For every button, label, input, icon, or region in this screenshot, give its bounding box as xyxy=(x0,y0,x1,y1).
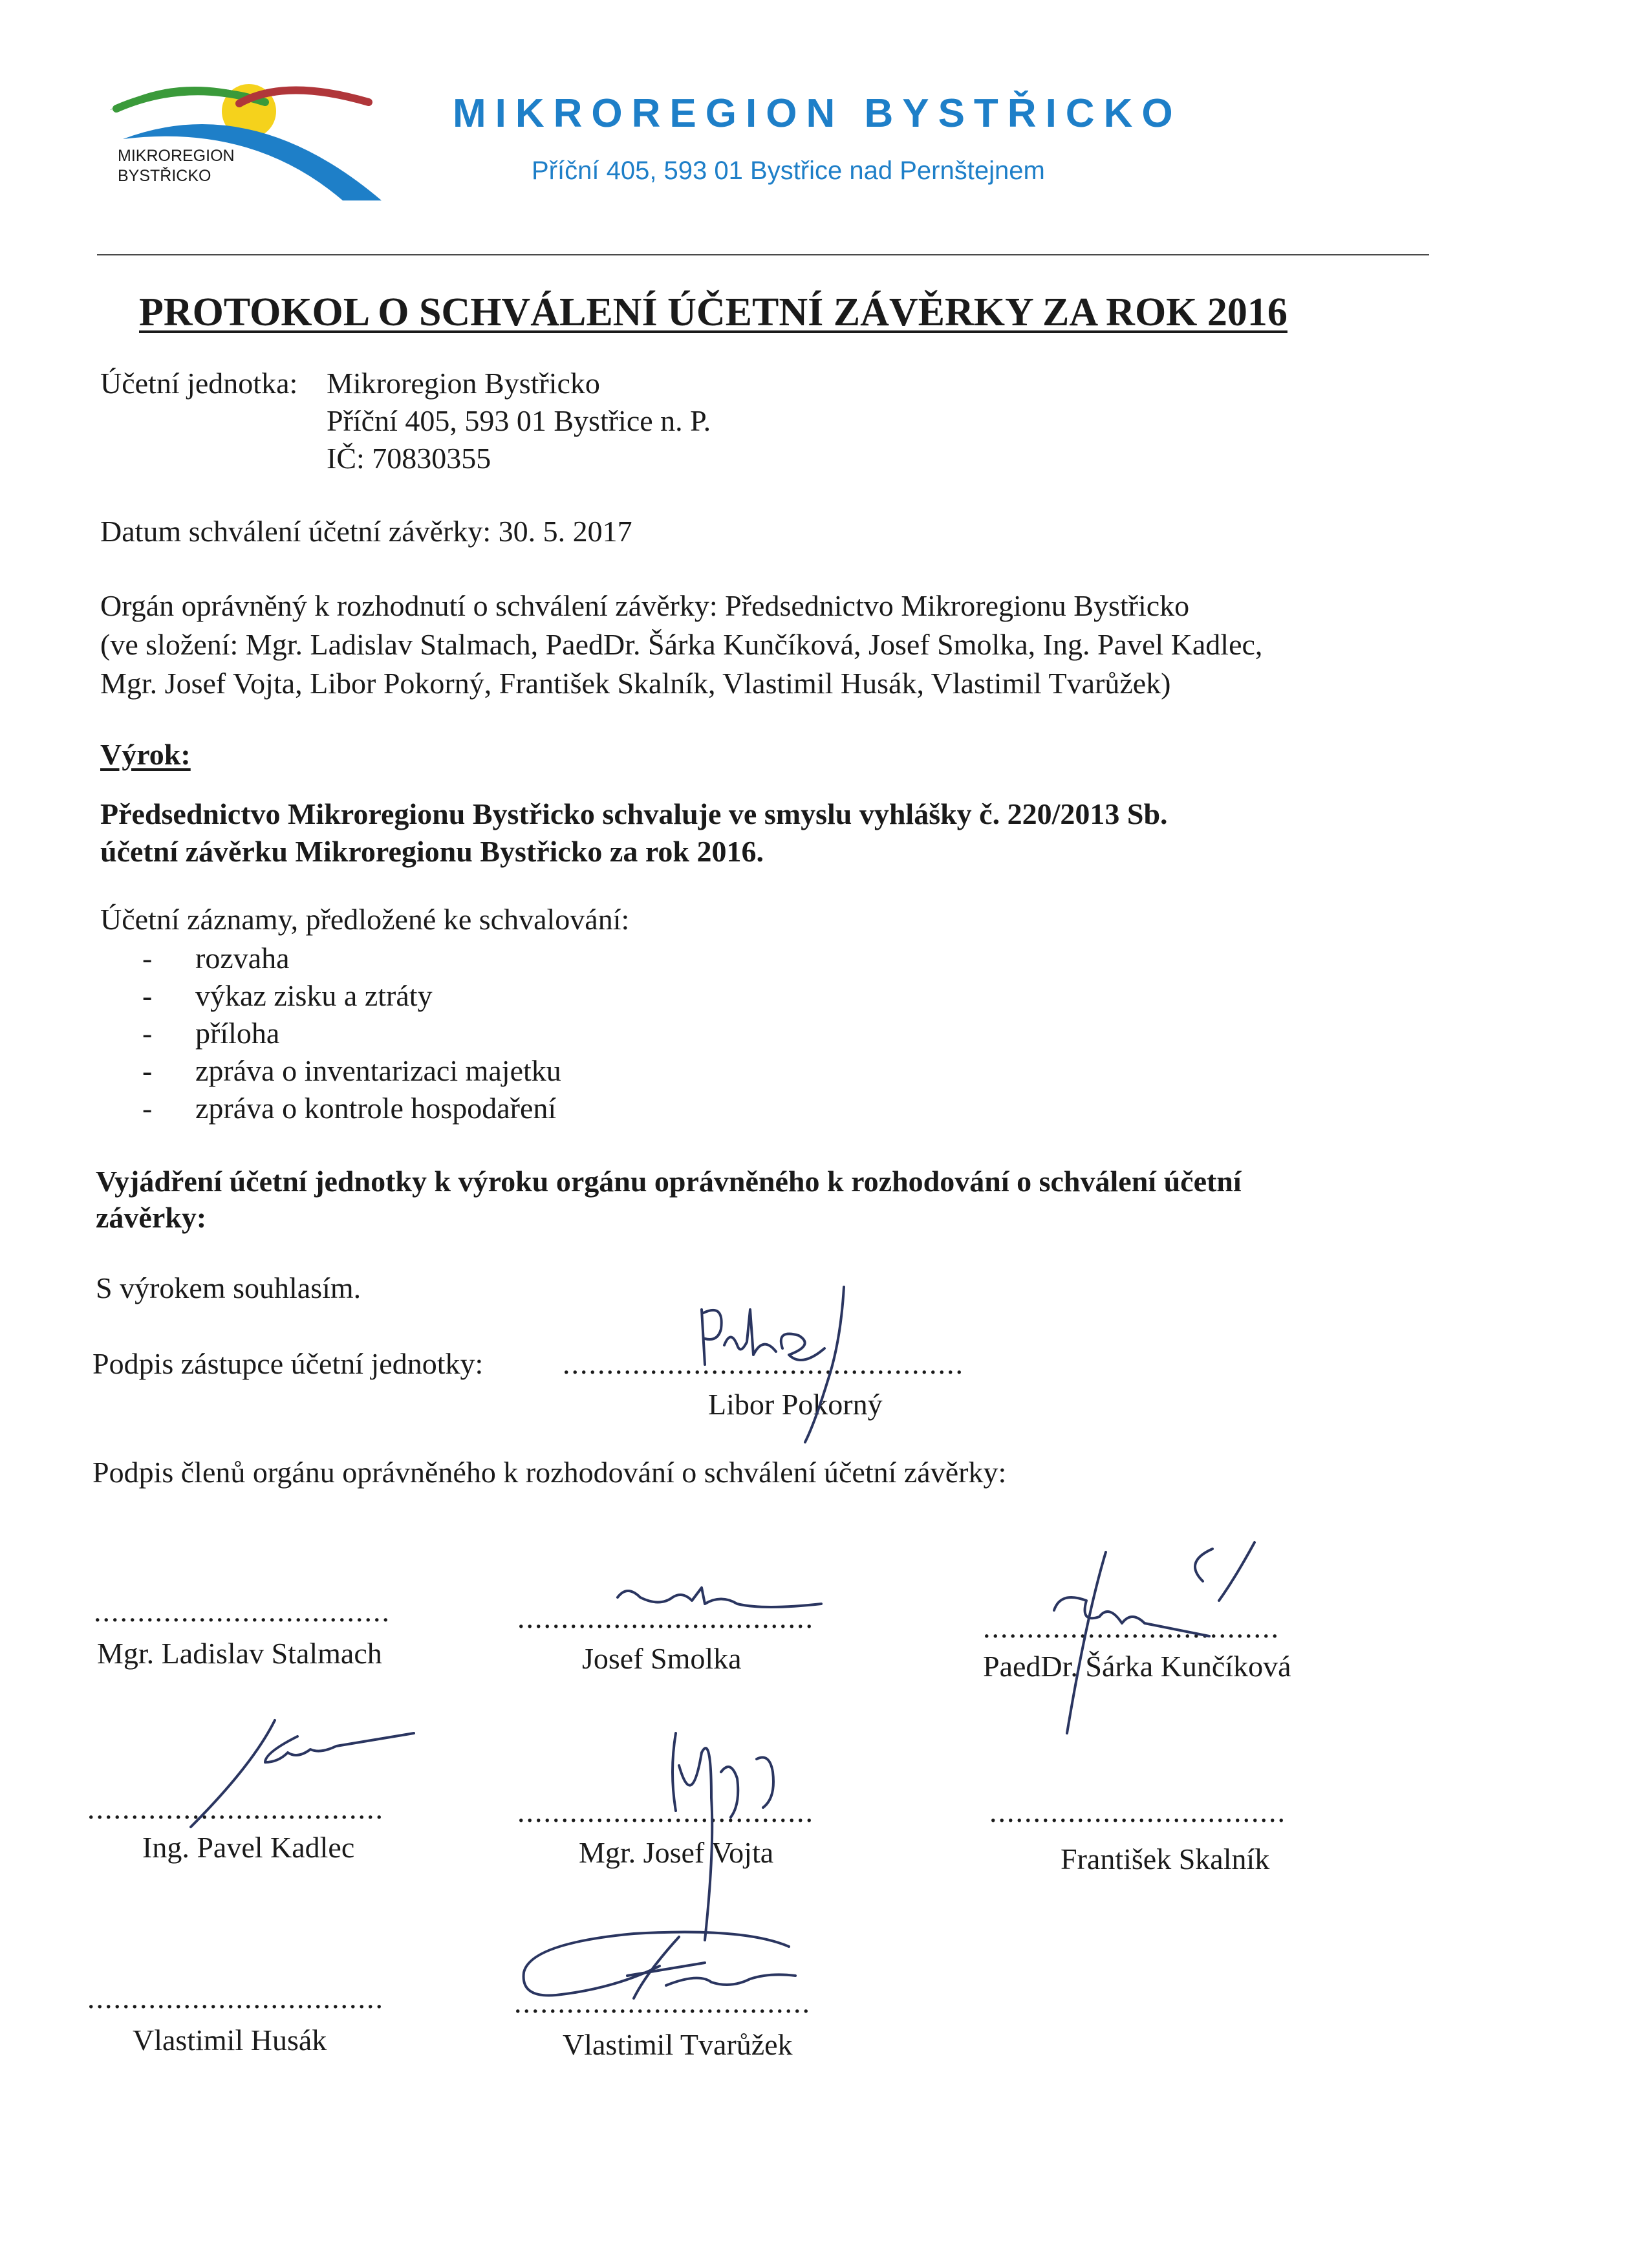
representative-name: Libor Pokorný xyxy=(708,1388,883,1421)
entity-ico: IČ: 70830355 xyxy=(327,442,491,475)
list-item xyxy=(142,941,290,975)
list-bullet: - xyxy=(142,1092,153,1125)
list-bullet: - xyxy=(142,942,153,975)
authority-line3: Mgr. Josef Vojta, Libor Pokorný, František Skalník, Vlastimil Husák, Vlastimil Tvarůžek) xyxy=(100,667,1171,700)
verdict-line2: účetní závěrku Mikroregionu Bystřicko za rok 2016. xyxy=(100,835,764,868)
list-item xyxy=(142,978,433,1013)
signature-line: .................................. xyxy=(517,1601,814,1634)
list-item xyxy=(142,1091,556,1125)
entity-name: Mikroregion Bystřicko xyxy=(327,367,600,400)
list-bullet: - xyxy=(142,1054,153,1087)
member-name: PaedDr. Šárka Kunčíková xyxy=(983,1650,1291,1683)
signature-line: .................................. xyxy=(94,1595,391,1628)
list-item-text: zpráva o inventarizaci majetku xyxy=(195,1054,561,1087)
records-intro: Účetní záznamy, předložené ke schvalování: xyxy=(100,903,630,936)
statement-heading-line2: závěrky: xyxy=(96,1201,207,1234)
list-item-text: rozvaha xyxy=(195,942,290,975)
list-item xyxy=(142,1016,279,1050)
signature-line: .................................. xyxy=(989,1795,1286,1828)
signature-line: .................................. xyxy=(517,1795,814,1828)
authority-line1: Orgán oprávněný k rozhodnutí o schválení závěrky: Předsednictvo Mikroregionu Bystřicko xyxy=(100,589,1190,622)
list-item-text: výkaz zisku a ztráty xyxy=(195,979,433,1012)
member-name: Ing. Pavel Kadlec xyxy=(142,1831,355,1864)
signature-smolka xyxy=(614,1578,821,1636)
list-item-text: zpráva o kontrole hospodaření xyxy=(195,1092,557,1125)
logo-caption-line1: MIKROREGION xyxy=(118,147,235,165)
representative-label: Podpis zástupce účetní jednotky: xyxy=(92,1347,484,1380)
member-name: Mgr. Ladislav Stalmach xyxy=(97,1637,382,1670)
signature-vojta xyxy=(660,1720,841,1940)
signature-line: .................................. xyxy=(87,1792,384,1825)
signature-tvaruzek xyxy=(517,1927,828,2031)
signature-line: .................................. xyxy=(87,1982,384,2014)
logo-caption xyxy=(118,146,235,186)
signature-pokorny xyxy=(685,1284,879,1452)
representative-signature-line: .............................................. xyxy=(563,1347,964,1380)
org-title: MIKROREGION BYSTŘICKO xyxy=(453,91,1182,136)
verdict-heading: Výrok: xyxy=(100,738,191,771)
list-item xyxy=(142,1053,561,1088)
statement-heading-line1: Vyjádření účetní jednotky k výroku orgánu oprávněného k rozhodování o schválení účetní xyxy=(96,1165,1242,1198)
logo-caption-line2: BYSTŘICKO xyxy=(118,167,211,185)
members-label: Podpis členů orgánu oprávněného k rozhodování o schválení účetní závěrky: xyxy=(92,1456,1007,1489)
signature-line: .................................. xyxy=(514,1986,811,2019)
member-name: Vlastimil Husák xyxy=(133,2024,327,2057)
member-name: Josef Smolka xyxy=(582,1642,742,1675)
signature-line: .................................. xyxy=(983,1611,1280,1644)
list-bullet: - xyxy=(142,1017,153,1050)
list-item-text: příloha xyxy=(195,1017,280,1050)
entity-label: Účetní jednotka: xyxy=(100,367,298,400)
entity-address: Příční 405, 593 01 Bystřice n. P. xyxy=(327,404,711,437)
verdict-line1: Předsednictvo Mikroregionu Bystřicko schvaluje ve smyslu vyhlášky č. 220/2013 Sb. xyxy=(100,797,1168,830)
header-divider xyxy=(97,254,1429,255)
member-name: Mgr. Josef Vojta xyxy=(579,1836,774,1869)
member-name: Vlastimil Tvarůžek xyxy=(563,2028,793,2061)
document-title: PROTOKOL O SCHVÁLENÍ ÚČETNÍ ZÁVĚRKY ZA ROK 2016 xyxy=(139,290,1288,334)
authority-line2: (ve složení: Mgr. Ladislav Stalmach, PaedDr. Šárka Kunčíková, Josef Smolka, Ing. Pavel Kadlec, xyxy=(100,628,1263,661)
approval-date: Datum schválení účetní závěrky: 30. 5. 2017 xyxy=(100,515,632,548)
signature-kadlec xyxy=(175,1714,420,1830)
list-bullet: - xyxy=(142,979,153,1012)
member-name: František Skalník xyxy=(1061,1842,1270,1875)
agreement-text: S výrokem souhlasím. xyxy=(96,1271,361,1304)
signature-kuncikova xyxy=(996,1539,1345,1733)
org-address: Příční 405, 593 01 Bystřice nad Pernštejnem xyxy=(532,157,1045,185)
